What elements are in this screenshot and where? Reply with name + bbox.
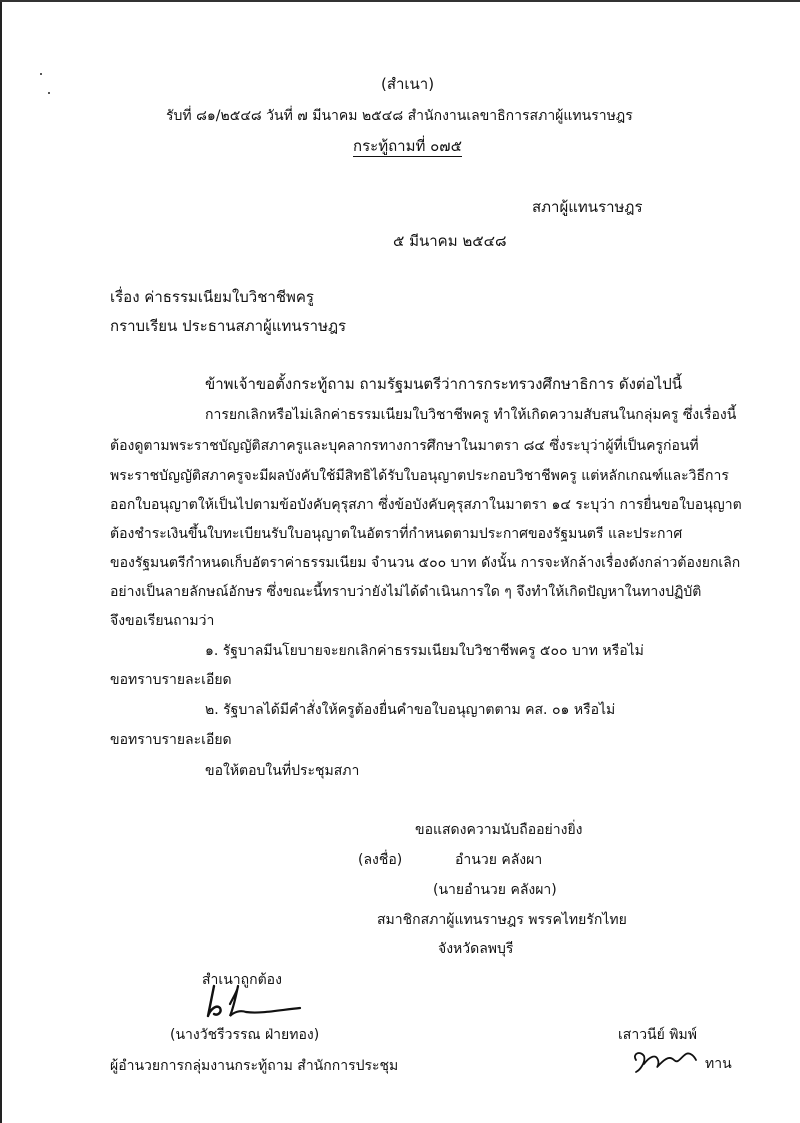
intro-line: ข้าพเจ้าขอตั้งกระทู้ถาม ถามรัฐมนตรีว่าการกระทรวงศึกษาธิการ ดังต่อไปนี้ (205, 375, 682, 393)
body-paragraph-line: พระราชบัญญัติสภาครูจะมีผลบังคับใช้มีสิทธิได้รับใบอนุญาตประกอบวิชาชีพครู แต่หลักเกณฑ์และวิธีการ (110, 468, 729, 484)
scan-speck (48, 92, 50, 94)
checker-signature (630, 1046, 702, 1076)
question-2-detail: ขอทราบรายละเอียด (110, 732, 232, 748)
question-1-detail: ขอทราบรายละเอียด (110, 672, 232, 688)
question-number: กระทู้ถามที่ ๐๗๕ (353, 137, 462, 155)
question-2: ๒. รัฐบาลได้มีคำสั่งให้ครูต้องยื่นคำขอใบอนุญาตตาม คส. ๐๑ หรือไม่ (205, 702, 616, 718)
subject-line: เรื่อง ค่าธรรมเนียมใบวิชาชีพครู (110, 288, 314, 306)
received-stamp-line: รับที่ ๘๑/๒๕๔๘ วันที่ ๗ มีนาคม ๒๕๔๘ สำนักงานเลขาธิการสภาผู้แทนราษฎร (166, 108, 633, 124)
letter-date: ๕ มีนาคม ๒๕๔๘ (393, 232, 507, 250)
body-paragraph-line: จึงขอเรียนถามว่า (110, 613, 215, 629)
signer-full-name: (นายอำนวย คลังผา) (433, 882, 557, 898)
closing-request: ขอให้ตอบในที่ประชุมสภา (205, 763, 360, 779)
sender-place: สภาผู้แทนราษฎร (532, 198, 643, 216)
body-paragraph-line: ออกใบอนุญาตให้เป็นไปตามข้อบังคับคุรุสภา ซึ่งข้อบังคับคุรุสภาในมาตรา ๑๔ ระบุว่า การยื่นขอใบอนุญาต (110, 497, 742, 513)
signed-name: อำนวย คลังผา (455, 852, 543, 868)
question-1: ๑. รัฐบาลมีนโยบายจะยกเลิกค่าธรรมเนียมใบวิชาชีพครู ๕๐๐ บาท หรือไม่ (205, 643, 644, 659)
body-paragraph-line: อย่างเป็นลายลักษณ์อักษร ซึ่งขณะนี้ทราบว่ายังไม่ได้ดำเนินการใด ๆ จึงทำให้เกิดปัญหาในทางปฏิบัติ (110, 584, 702, 600)
respect-line: ขอแสดงความนับถืออย่างยิ่ง (415, 822, 583, 838)
scan-speck (40, 73, 42, 75)
signer-province: จังหวัดลพบุรี (438, 941, 514, 957)
salutation-line: กราบเรียน ประธานสภาผู้แทนราษฎร (110, 317, 347, 335)
checker-name: เสาวนีย์ พิมพ์ (618, 1027, 697, 1043)
copy-mark: (สำเนา) (381, 75, 435, 93)
body-paragraph-line: ต้องชำระเงินขึ้นใบทะเบียนรับใบอนุญาตในอัตราที่กำหนดตามประกาศของรัฐมนตรี และประกาศ (110, 526, 683, 542)
certifier-position: ผู้อำนวยการกลุ่มงานกระทู้ถาม สำนักการประชุม (110, 1058, 399, 1074)
body-paragraph-line: การยกเลิกหรือไม่เลิกค่าธรรมเนียมใบวิชาชีพครู ทำให้เกิดความสับสนในกลุ่มครู ซึ่งเรื่องนี้ (205, 407, 737, 423)
scan-edge-line (0, 0, 800, 2)
certifier-signature (200, 982, 310, 1022)
certifier-name: (นางวัชรีวรรณ ฝ่ายทอง) (170, 1027, 320, 1043)
checker-mark: ทาน (705, 1056, 732, 1072)
signed-label: (ลงชื่อ) (358, 852, 403, 868)
scan-edge-line (0, 0, 2, 1123)
body-paragraph-line: ของรัฐมนตรีกำหนดเก็บอัตราค่าธรรมเนียม จำนวน ๕๐๐ บาท ดังนั้น การจะหักล้างเรื่องดังกล่าวต้องยกเลิก (110, 555, 741, 571)
certified-copy-label: สำเนาถูกต้อง (202, 972, 282, 988)
signer-position: สมาชิกสภาผู้แทนราษฎร พรรคไทยรักไทย (377, 912, 627, 928)
body-paragraph-line: ต้องดูตามพระราชบัญญัติสภาครูและบุคลากรทางการศึกษาในมาตรา ๘๔ ซึ่งระบุว่าผู้ที่เป็นครูก่อนที่ (110, 438, 699, 454)
